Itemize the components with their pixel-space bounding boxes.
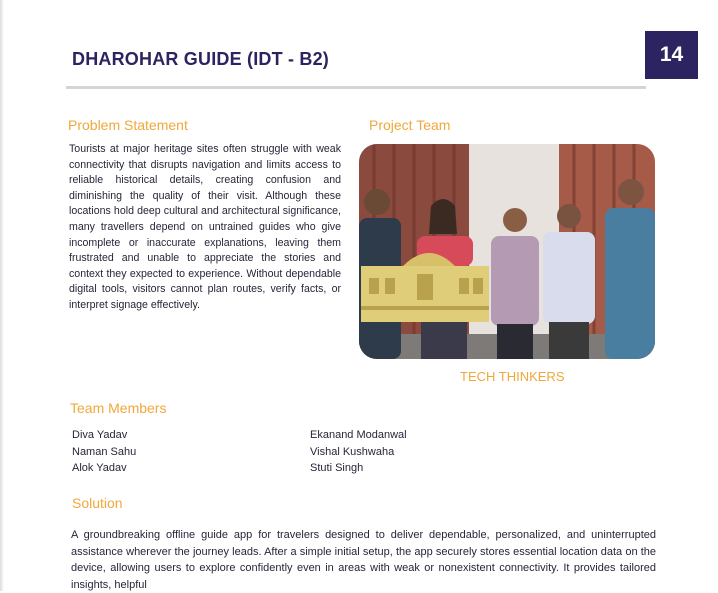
page-number-badge: 14 <box>645 31 698 79</box>
title-divider <box>66 86 646 89</box>
member-name: Vishal Kushwaha <box>310 445 395 458</box>
members-right-column <box>310 427 407 477</box>
members-left-column <box>72 427 136 477</box>
project-team-heading: Project Team <box>369 117 451 133</box>
page-edge-shadow <box>0 0 4 591</box>
team-photo <box>359 144 655 359</box>
team-name: TECH THINKERS <box>460 369 565 384</box>
member-name: Alok Yadav <box>72 462 127 474</box>
page-title: DHAROHAR GUIDE (IDT - B2) <box>72 49 329 69</box>
member-name: Naman Sahu <box>72 445 137 458</box>
team-members-heading: Team Members <box>70 400 167 416</box>
problem-statement-heading: Problem Statement <box>68 117 188 133</box>
member-name: Ekanand Modanwal <box>310 429 407 441</box>
member-name: Stuti Singh <box>310 462 364 474</box>
solution-heading: Solution <box>72 495 123 511</box>
problem-statement-text: Tourists at major heritage sites often struggle with weak connectivity that disrupts navigation and limits access to reliable historical details, creating confusion and diminishing the quality of their visit. Although these locations hold deep cultural and architectural significance, many travellers depend on untrained guides who give incomplete or inaccurate explanations, leaving them frustrated and unable to appreciate the stories and context they expected to experience. Without dependable digital tools, visitors cannot plan routes, verify facts, or interpret signage effectively. <box>69 143 341 311</box>
solution-text: A groundbreaking offline guide app for travelers designed to deliver dependable, personalized, and uninterrupted assistance wherever the journey leads. After a simple initial setup, the app securely stores essential location data on the device, allowing users to explore confidently even in areas with weak or nonexistent connectivity. It provides tailored insights, helpful <box>71 529 656 591</box>
member-name: Diva Yadav <box>72 429 128 441</box>
